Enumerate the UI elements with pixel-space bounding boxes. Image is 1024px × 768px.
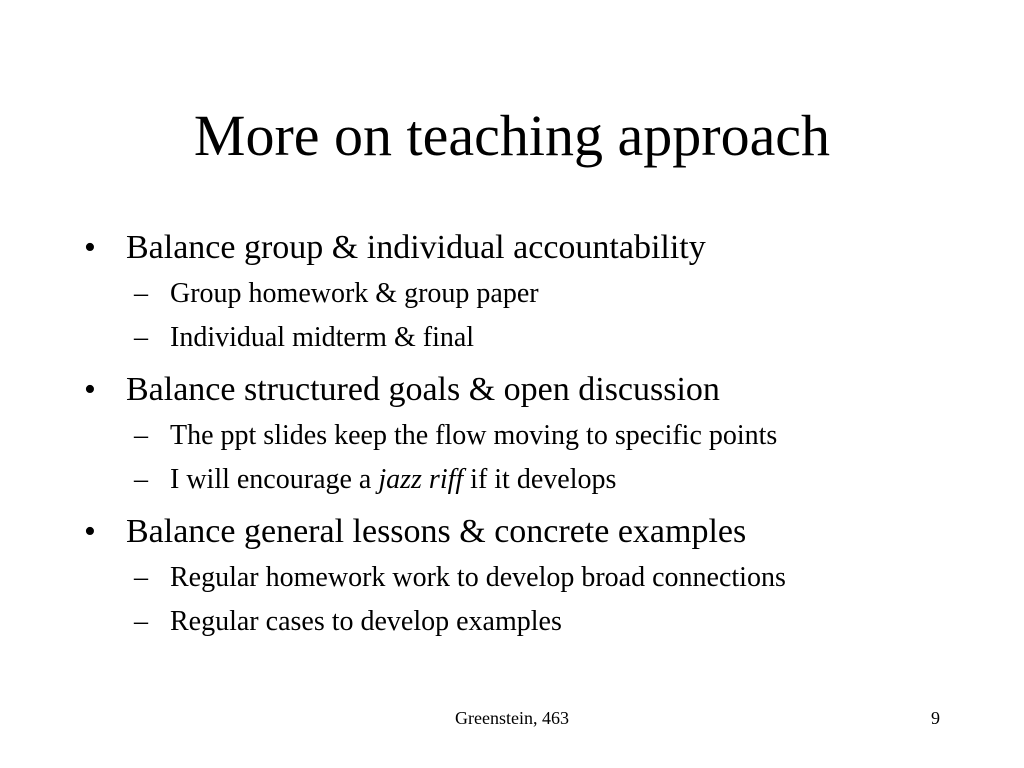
bullet-text: Balance general lessons & concrete examples — [126, 513, 747, 550]
sub-bullet-text: Group homework & group paper — [170, 278, 539, 309]
sub-bullet-text-post: if it develops — [463, 464, 617, 495]
page-number: 9 — [931, 708, 940, 728]
sub-bullet-marker: – — [134, 606, 148, 637]
sub-bullet-text: Regular cases to develop examples — [170, 606, 562, 637]
sub-bullet-marker: – — [134, 420, 148, 451]
footer-text: Greenstein, 463 — [455, 708, 569, 728]
bullet-marker: • — [84, 513, 96, 550]
bullet-text: Balance structured goals & open discussion — [126, 371, 720, 408]
bullet-text: Balance group & individual accountability — [126, 229, 706, 266]
sub-bullet-emphasis: jazz riff — [378, 464, 464, 495]
bullet-marker: • — [84, 229, 96, 266]
slide-title: More on teaching approach — [193, 103, 831, 168]
sub-bullet-marker: – — [134, 278, 148, 309]
sub-bullet-item — [84, 458, 984, 502]
sub-bullet-marker: – — [134, 464, 148, 495]
sub-bullet-text-pre: I will encourage a — [170, 464, 379, 495]
bullet-marker: • — [84, 371, 96, 408]
sub-bullet-item — [84, 414, 984, 458]
sub-bullet-text: Regular homework work to develop broad connections — [170, 562, 786, 593]
sub-bullet-item — [84, 556, 984, 600]
sub-bullet-item — [84, 316, 984, 360]
sub-bullet-marker: – — [134, 562, 148, 593]
bullet-item — [84, 224, 984, 272]
bullet-item — [84, 366, 984, 414]
sub-bullet-item — [84, 600, 984, 644]
sub-bullet-text: Individual midterm & final — [170, 322, 475, 353]
sub-bullet-marker: – — [134, 322, 148, 353]
bullet-item — [84, 508, 984, 556]
sub-bullet-text: The ppt slides keep the flow moving to specific points — [170, 420, 778, 451]
slide-content — [84, 224, 984, 644]
sub-bullet-item — [84, 272, 984, 316]
